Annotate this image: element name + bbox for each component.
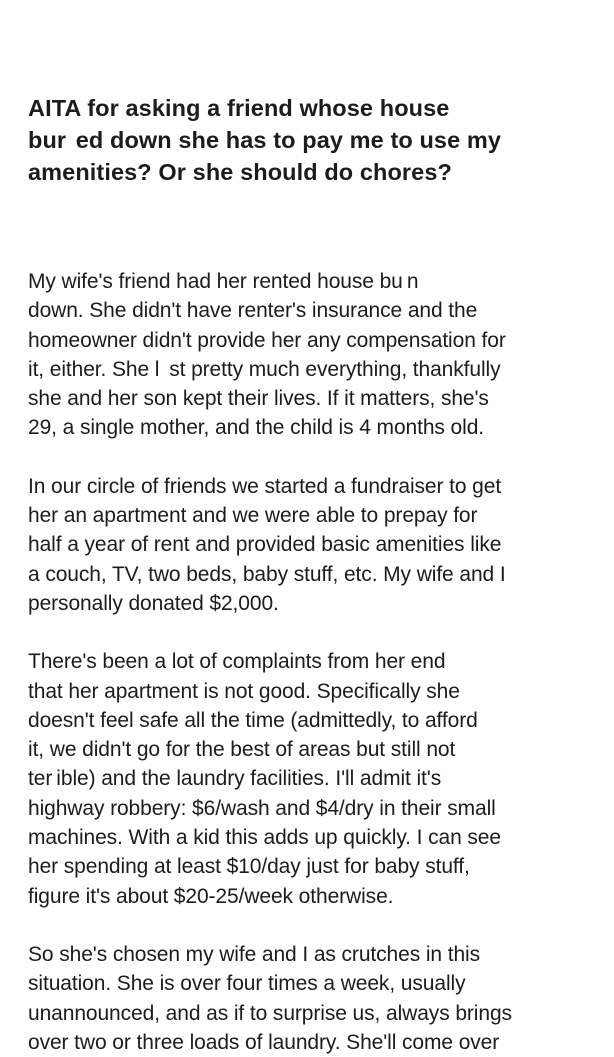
- paragraph-line: her spending at least $10/day just for baby stuff,: [28, 855, 470, 879]
- post-paragraph: [28, 647, 608, 911]
- paragraph-line: doesn't feel safe all the time (admittedly, to afford: [28, 708, 478, 732]
- paragraph-line: homeowner didn't provide her any compensation for: [28, 328, 506, 352]
- post-body: [28, 267, 608, 1057]
- post-title: [28, 92, 588, 188]
- post-title-line: AITA for asking a friend whose house: [28, 95, 450, 121]
- paragraph-line: over two or three loads of laundry. She'll come over: [28, 1030, 500, 1054]
- paragraph-line: My wife's friend had her rented house bu n: [28, 270, 419, 293]
- paragraph-line: situation. She is over four times a week, usually: [28, 972, 466, 996]
- paragraph-line: highway robbery: $6/wash and $4/dry in their small: [28, 796, 496, 820]
- paragraph-line: In our circle of friends we started a fundraiser to get: [28, 474, 502, 498]
- post-paragraph: [28, 267, 608, 443]
- paragraph-line: that her apartment is not good. Specifically she: [28, 679, 460, 703]
- paragraph-line: 29, a single mother, and the child is 4 months old.: [28, 416, 485, 440]
- post-title-line: amenities? Or she should do chores?: [28, 159, 452, 185]
- paragraph-line: down. She didn't have renter's insurance and the: [28, 299, 478, 323]
- paragraph-line: it, we didn't go for the best of areas but still not: [28, 738, 456, 762]
- paragraph-line: machines. With a kid this adds up quickly. I can see: [28, 826, 501, 850]
- paragraph-line: it, either. She l st pretty much everything, thankfully: [28, 357, 501, 381]
- post-title-line: bur ed down she has to pay me to use my: [28, 127, 502, 153]
- post-paragraph: [28, 940, 608, 1057]
- paragraph-line: a couch, TV, two beds, baby stuff, etc. My wife and I: [28, 562, 506, 586]
- paragraph-line: her an apartment and we were able to prepay for: [28, 504, 478, 528]
- paragraph-line: half a year of rent and provided basic amenities like: [28, 533, 502, 557]
- paragraph-line: she and her son kept their lives. If it matters, she's: [28, 387, 489, 411]
- paragraph-line: personally donated $2,000.: [28, 591, 279, 615]
- paragraph-line: figure it's about $20-25/week otherwise.: [28, 884, 394, 908]
- paragraph-line: So she's chosen my wife and I as crutches in this: [28, 942, 480, 966]
- paragraph-line: There's been a lot of complaints from her end: [28, 650, 446, 674]
- paragraph-line: ter ible) and the laundry facilities. I'll admit it's: [28, 767, 442, 791]
- post-paragraph: [28, 472, 608, 618]
- paragraph-line: unannounced, and as if to surprise us, always brings: [28, 1001, 512, 1025]
